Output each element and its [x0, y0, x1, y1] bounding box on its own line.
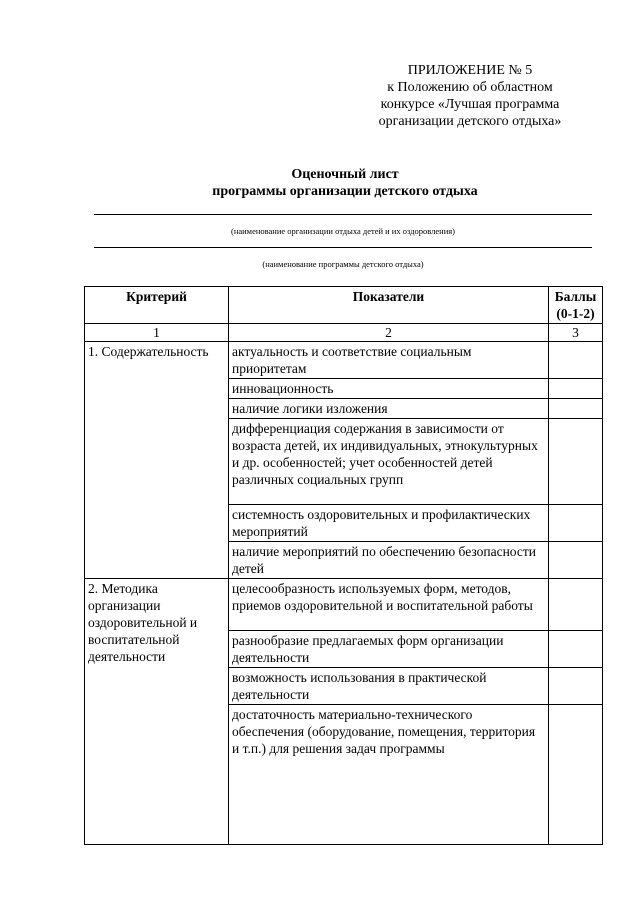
score-header: Баллы (0-1-2)	[549, 287, 603, 324]
criterion-cell: 1. Содержательность	[85, 342, 229, 579]
appendix-line: к Положению об областном	[387, 80, 553, 95]
indicator-cell: возможность использования в практической деятельности	[229, 668, 549, 705]
score-cell[interactable]	[549, 342, 603, 379]
indicators-header: Показатели	[229, 287, 549, 324]
appendix-block	[340, 62, 600, 130]
column-number: 3	[549, 324, 603, 342]
indicator-cell: достаточность материально-технического обеспечения (оборудование, помещения, территория и т.п.) для решения задач программы	[229, 705, 549, 845]
table-row	[85, 579, 603, 631]
title-line-1: Оценочный лист	[291, 167, 399, 182]
document-title	[95, 166, 595, 200]
indicator-cell: системность оздоровительных и профилактических мероприятий	[229, 505, 549, 542]
score-cell[interactable]	[549, 542, 603, 579]
appendix-line: ПРИЛОЖЕНИЕ № 5	[407, 63, 533, 78]
criterion-header: Критерий	[85, 287, 229, 324]
indicator-cell: инновационность	[229, 379, 549, 399]
appendix-line: конкурсе «Лучшая программа	[380, 97, 560, 112]
program-caption: (наименование программы детского отдыха)	[262, 259, 424, 269]
indicator-cell: разнообразие предлагаемых форм организации деятельности	[229, 631, 549, 668]
evaluation-table	[84, 286, 603, 845]
score-cell[interactable]	[549, 579, 603, 631]
appendix-line: организации детского отдыха»	[378, 114, 562, 129]
indicator-cell: наличие логики изложения	[229, 399, 549, 419]
score-cell[interactable]	[549, 505, 603, 542]
table-row	[85, 342, 603, 379]
program-name-line	[94, 247, 592, 248]
indicator-cell: целесообразность используемых форм, методов, приемов оздоровительной и воспитательной работы	[229, 579, 549, 631]
score-cell[interactable]	[549, 419, 603, 505]
column-number: 2	[229, 324, 549, 342]
score-cell[interactable]	[549, 399, 603, 419]
organization-name-line	[94, 214, 592, 215]
score-cell[interactable]	[549, 379, 603, 399]
score-cell[interactable]	[549, 631, 603, 668]
column-number-row	[85, 324, 603, 342]
indicator-cell: наличие мероприятий по обеспечению безопасности детей	[229, 542, 549, 579]
column-number: 1	[85, 324, 229, 342]
criterion-cell: 2. Методика организации оздоровительной и воспитательной деятельности	[85, 579, 229, 845]
indicator-cell: актуальность и соответствие социальным приоритетам	[229, 342, 549, 379]
indicator-cell: дифференциация содержания в зависимости от возраста детей, их индивидуальных, этнокультурных и др. особенностей; учет особенностей детей различных социальных групп	[229, 419, 549, 505]
title-line-2: программы организации детского отдыха	[212, 184, 478, 199]
score-cell[interactable]	[549, 668, 603, 705]
header-row	[85, 287, 603, 324]
score-cell[interactable]	[549, 705, 603, 845]
organization-caption: (наименование организации отдыха детей и их оздоровления)	[230, 226, 456, 236]
